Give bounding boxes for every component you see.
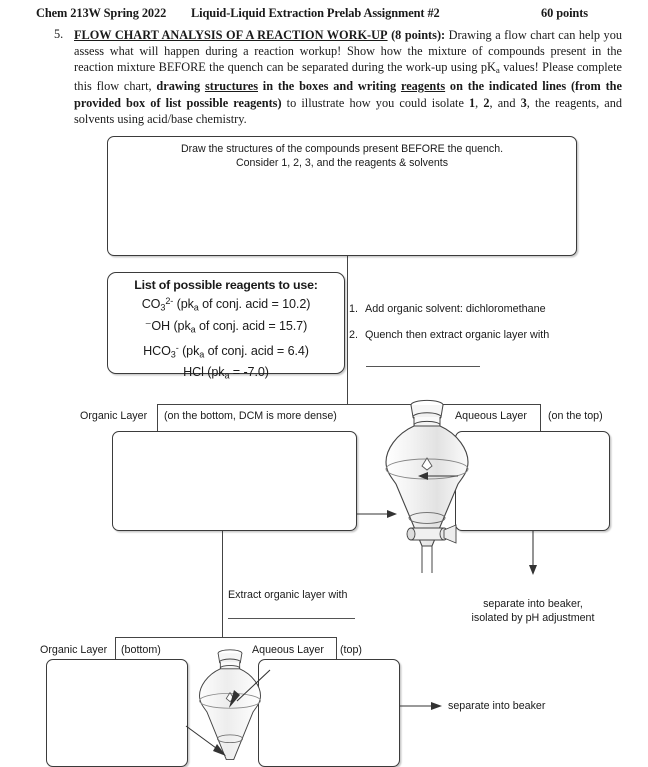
- organic-layer-drawing-box-bottom[interactable]: [46, 659, 188, 767]
- pka-subscript: a: [495, 65, 500, 76]
- connector-topbox-to-split: [347, 256, 348, 404]
- arrow-funnel-to-organic-middle: [357, 508, 397, 520]
- organic-layer-drawing-box-middle[interactable]: [112, 431, 357, 531]
- aqueous-outcome-middle: [443, 598, 623, 625]
- question-number: 5.: [54, 27, 64, 41]
- reagent-detail-2: = -7.0): [229, 365, 269, 380]
- reagent-list-title: List of possible reagents to use:: [134, 278, 318, 292]
- compound-1: 1: [469, 95, 476, 110]
- arrow-aqueous-down-middle: [527, 531, 539, 575]
- question-bold-2: in the boxes and writing: [258, 79, 401, 94]
- reagent-formula: HCl: [183, 365, 204, 380]
- question-bold-1: drawing: [156, 79, 205, 94]
- question-text-3: to illustrate how you could isolate: [281, 95, 470, 110]
- reagent-item-hydroxide: [108, 317, 344, 339]
- before-quench-drawing-box[interactable]: [107, 136, 577, 256]
- reagent-sub: 3: [160, 302, 166, 313]
- question-bold-3: on the indicated lines (from the provided box of list possible reagents): [74, 79, 622, 110]
- step-2-number: 2.: [349, 329, 359, 341]
- reagent-detail-2: of conj. acid = 15.7): [195, 318, 308, 333]
- separatory-funnel-top: [378, 398, 476, 573]
- reagent-detail: (pk: [170, 318, 191, 333]
- aqueous-layer-drawing-box-middle[interactable]: [455, 431, 610, 531]
- reagent-formula: CO: [141, 297, 161, 312]
- splitter-left-drop-middle: [157, 404, 158, 431]
- reagent-charge: 2-: [165, 296, 174, 306]
- reagent-detail-sub: a: [193, 302, 199, 313]
- organic-layer-label-bottom: Organic Layer: [40, 644, 108, 656]
- splitter-right-drop-bottom: [336, 637, 337, 659]
- splitter-right-drop-middle: [540, 404, 541, 431]
- compound-3: 3: [520, 95, 527, 110]
- arrow-funnel-to-organic-bottom: [186, 726, 230, 758]
- reagent-detail: (pk: [178, 343, 200, 358]
- reagent-sub: 3: [170, 348, 176, 359]
- organic-layer-note-middle: (on the bottom, DCM is more dense): [164, 410, 337, 422]
- question-bold-underline-2: reagents: [400, 79, 446, 94]
- question-text-2: values! Please complete this flow chart,: [74, 60, 623, 94]
- question-text-4: , the reagents, and solvents using acid/base chemistry.: [74, 95, 623, 126]
- reagent-detail: (pk: [203, 365, 225, 380]
- step-2-text: Quench then extract organic layer with: [365, 329, 550, 341]
- aqueous-outcome-line-2: isolated by pH adjustment: [471, 611, 595, 624]
- arrow-aqueous-to-beaker-bottom: [400, 700, 442, 712]
- aqueous-layer-label-bottom: Aqueous Layer: [252, 644, 324, 656]
- reagent-list-box: [107, 272, 345, 381]
- question-points: (8 points):: [391, 28, 446, 42]
- organic-layer-note-bottom: (bottom): [121, 644, 161, 656]
- top-box-line-2: Consider 1, 2, 3, and the reagents & solvents: [235, 156, 448, 169]
- reagent-detail-sub: a: [190, 324, 196, 335]
- step-2-reagent-blank[interactable]: [366, 366, 480, 367]
- reagent-item-carbonate: [108, 292, 344, 317]
- reagent-detail-2: of conj. acid = 6.4): [204, 343, 309, 358]
- extract-step-blank[interactable]: [228, 618, 355, 619]
- reagent-detail-sub: a: [224, 370, 230, 381]
- top-box-line-1: Draw the structures of the compounds present BEFORE the quench.: [180, 143, 504, 155]
- aqueous-outcome-line-1: separate into beaker,: [483, 598, 583, 610]
- compound-2: 2: [483, 95, 490, 110]
- reagent-formula: HCO: [143, 343, 171, 358]
- header-points: 60 points: [541, 6, 588, 20]
- reagent-formula: ⁻OH: [144, 318, 171, 333]
- question-heading: FLOW CHART ANALYSIS OF A REACTION WORK-UP: [74, 28, 388, 42]
- reagent-item-hcl: [108, 363, 344, 385]
- step-1-number: 1.: [349, 303, 359, 315]
- reagent-charge: -: [175, 342, 179, 353]
- question-bold-underline-1: structures: [204, 79, 258, 94]
- step-1-text: Add organic solvent: dichloromethane: [365, 303, 546, 315]
- bottom-outcome-text: separate into beaker: [448, 700, 546, 712]
- header-course: Chem 213W Spring 2022: [36, 6, 167, 20]
- header-title: Liquid-Liquid Extraction Prelab Assignment #2: [191, 6, 440, 20]
- aqueous-layer-note-bottom: (top): [340, 644, 362, 656]
- arrow-aqueous-to-funnel-middle: [418, 470, 458, 482]
- question-text-1: Drawing a flow chart can help you assess what will happen during a reaction workup! Show how the mixture of compounds present in the reaction mixture BEFORE the quench can be separated during the work-up using pK: [74, 28, 623, 75]
- aqueous-layer-label-middle: Aqueous Layer: [455, 410, 527, 422]
- aqueous-layer-drawing-box-bottom[interactable]: [258, 659, 400, 767]
- organic-layer-label-middle: Organic Layer: [80, 410, 148, 422]
- reagent-detail-2: of conj. acid = 10.2): [198, 297, 311, 312]
- connector-organic-to-bottom-split: [222, 531, 223, 637]
- reagent-detail-sub: a: [199, 348, 205, 359]
- splitter-left-drop-bottom: [115, 637, 116, 659]
- splitter-horizontal-middle: [157, 404, 541, 405]
- extract-step-text: Extract organic layer with: [228, 589, 348, 601]
- splitter-horizontal-bottom: [115, 637, 337, 638]
- reagent-detail: (pk: [173, 297, 194, 312]
- arrow-aqueous-to-funnel-bottom: [226, 668, 270, 710]
- reagent-item-bicarbonate: [108, 339, 344, 364]
- question-body: FLOW CHART ANALYSIS OF A REACTION WORK-UP (8 points): Drawing a flow chart can help you assess what will happen during a reaction workup! Show how the mixture of compounds present in the reaction mixture BEFORE the quench can be separated during the work-up using $pK_a$ values! Please complete this flow chart, drawing structures in the boxes and writing reagents on the indicated lines (from the provided box of list possible reagents) to illustrate how you could isolate 1, 2, and 3, the reagents, and solvents using acid/base chemistry.: [74, 28, 623, 126]
- aqueous-layer-note-middle: (on the top): [548, 410, 603, 422]
